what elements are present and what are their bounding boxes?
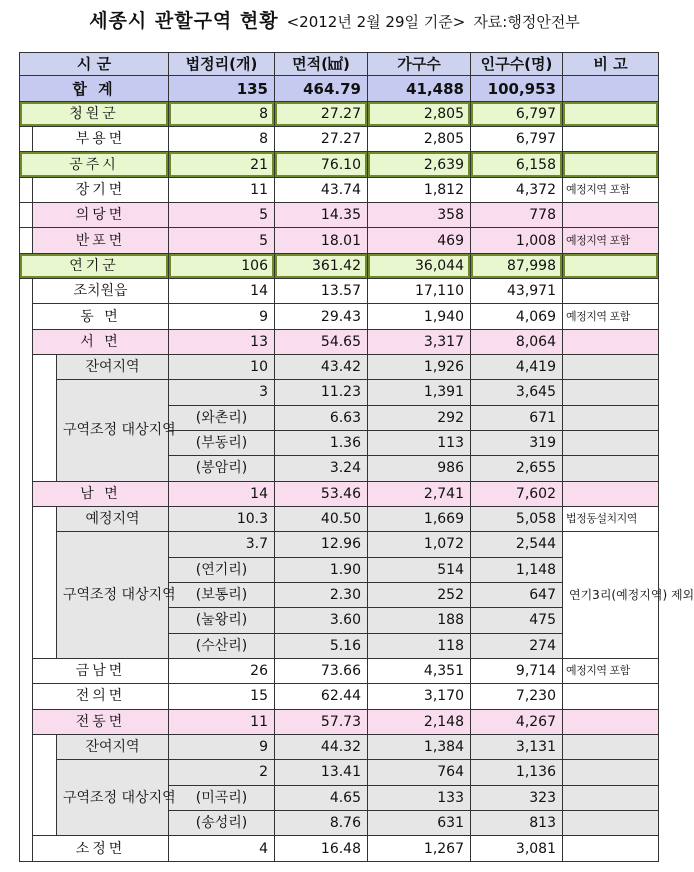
cell-remark — [563, 329, 659, 354]
table-row-county — [20, 253, 659, 278]
cell-subname: (눌왕리) — [169, 608, 275, 633]
indent-cell — [20, 228, 33, 253]
cell-area: 73.66 — [275, 658, 368, 683]
data-source: 자료:행정안전부 — [473, 13, 580, 31]
cell-area: 18.01 — [275, 228, 368, 253]
cell-households: 4,351 — [368, 658, 471, 683]
reference-date: <2012년 2월 29일 기준> — [286, 13, 466, 31]
cell-ri: 14 — [169, 279, 275, 304]
cell-households: 764 — [368, 760, 471, 785]
cell-name: 의당면 — [33, 203, 169, 228]
cell-remark — [563, 127, 659, 152]
table-row — [20, 355, 659, 380]
cell-population: 6,797 — [471, 101, 563, 126]
indent-cell — [20, 177, 33, 202]
cell-households: 3,317 — [368, 329, 471, 354]
table-row — [20, 304, 659, 329]
cell-population: 3,131 — [471, 734, 563, 759]
cell-population: 6,797 — [471, 127, 563, 152]
cell-households: 113 — [368, 430, 471, 455]
cell-area: 3.60 — [275, 608, 368, 633]
cell-population: 3,645 — [471, 380, 563, 405]
cell-area: 6.63 — [275, 405, 368, 430]
cell-population: 7,230 — [471, 684, 563, 709]
cell-remark — [563, 279, 659, 304]
table-row — [20, 709, 659, 734]
cell-ri: 9 — [169, 304, 275, 329]
cell-name: 전동면 — [33, 709, 169, 734]
cell-name: 조치원읍 — [33, 279, 169, 304]
cell-area: 29.43 — [275, 304, 368, 329]
cell-population: 1,136 — [471, 760, 563, 785]
cell-households: 358 — [368, 203, 471, 228]
cell-ri: 135 — [169, 76, 275, 101]
cell-name: 예정지역 — [57, 506, 169, 531]
cell-population: 319 — [471, 430, 563, 455]
cell-households: 3,170 — [368, 684, 471, 709]
cell-ri: 5 — [169, 228, 275, 253]
cell-ri: 8 — [169, 127, 275, 152]
header-remarks: 비 고 — [563, 53, 659, 76]
cell-remark — [563, 810, 659, 835]
cell-ri: 9 — [169, 734, 275, 759]
cell-population: 4,419 — [471, 355, 563, 380]
cell-households: 1,669 — [368, 506, 471, 531]
cell-ri: 4 — [169, 836, 275, 862]
cell-remark: 예정지역 포함 — [563, 658, 659, 683]
cell-ri: 14 — [169, 481, 275, 506]
cell-ri: 106 — [169, 253, 275, 278]
cell-population: 9,714 — [471, 658, 563, 683]
cell-subname: (송성리) — [169, 810, 275, 835]
cell-name: 합 계 — [20, 76, 169, 101]
cell-remark — [563, 76, 659, 101]
cell-remark: 법정동설치지역 — [563, 506, 659, 531]
table-row-county — [20, 101, 659, 126]
cell-ri: 10.3 — [169, 506, 275, 531]
cell-remark — [563, 456, 659, 481]
cell-subname: (부동리) — [169, 430, 275, 455]
header-ri-count: 법정리(개) — [169, 53, 275, 76]
cell-area: 2.30 — [275, 582, 368, 607]
cell-households: 2,741 — [368, 481, 471, 506]
table-row — [20, 228, 659, 253]
table-row-total — [20, 76, 659, 101]
cell-area: 14.35 — [275, 203, 368, 228]
cell-area: 40.50 — [275, 506, 368, 531]
cell-area: 76.10 — [275, 152, 368, 177]
cell-households: 118 — [368, 633, 471, 658]
cell-name: 소정면 — [33, 836, 169, 862]
cell-remark — [563, 836, 659, 862]
table-row — [20, 329, 659, 354]
cell-area: 27.27 — [275, 101, 368, 126]
cell-ri: 11 — [169, 709, 275, 734]
cell-population: 7,602 — [471, 481, 563, 506]
cell-name: 잔여지역 — [57, 355, 169, 380]
cell-subname: (미곡리) — [169, 785, 275, 810]
cell-remark — [563, 709, 659, 734]
cell-remark: 예정지역 포함 — [563, 177, 659, 202]
table-row — [20, 684, 659, 709]
cell-name-span: 구역조정 대상지역 — [57, 760, 169, 836]
cell-area: 44.32 — [275, 734, 368, 759]
table-row — [20, 532, 659, 557]
cell-remark — [563, 355, 659, 380]
cell-area: 11.23 — [275, 380, 368, 405]
cell-population: 100,953 — [471, 76, 563, 101]
cell-area: 4.65 — [275, 785, 368, 810]
cell-households: 1,384 — [368, 734, 471, 759]
cell-subname: (연기리) — [169, 557, 275, 582]
cell-name: 장기면 — [33, 177, 169, 202]
cell-name: 부용면 — [33, 127, 169, 152]
indent-cell — [20, 279, 33, 862]
cell-name: 잔여지역 — [57, 734, 169, 759]
cell-households: 133 — [368, 785, 471, 810]
cell-remark — [563, 481, 659, 506]
table-row — [20, 734, 659, 759]
cell-area: 62.44 — [275, 684, 368, 709]
table-row — [20, 836, 659, 862]
cell-name-span: 구역조정 대상지역 — [57, 532, 169, 659]
cell-area: 27.27 — [275, 127, 368, 152]
cell-ri: 11 — [169, 177, 275, 202]
cell-ri: 3 — [169, 380, 275, 405]
table-row — [20, 506, 659, 531]
cell-name: 연기군 — [20, 253, 169, 278]
cell-population: 43,971 — [471, 279, 563, 304]
cell-remark — [563, 101, 659, 126]
cell-name: 서 면 — [33, 329, 169, 354]
cell-households: 292 — [368, 405, 471, 430]
cell-area: 53.46 — [275, 481, 368, 506]
cell-area: 43.42 — [275, 355, 368, 380]
cell-population: 4,069 — [471, 304, 563, 329]
cell-households: 514 — [368, 557, 471, 582]
table-row — [20, 481, 659, 506]
cell-remark — [563, 734, 659, 759]
page-title: 세종시 관할구역 현황 — [89, 10, 279, 32]
table-row — [20, 380, 659, 405]
cell-name: 공주시 — [20, 152, 169, 177]
cell-remark — [563, 405, 659, 430]
indent-cell — [33, 355, 57, 482]
cell-area: 12.96 — [275, 532, 368, 557]
cell-remark: 예정지역 포함 — [563, 304, 659, 329]
cell-area: 464.79 — [275, 76, 368, 101]
cell-name: 전의면 — [33, 684, 169, 709]
jurisdiction-table — [19, 52, 694, 862]
cell-households: 1,267 — [368, 836, 471, 862]
cell-population: 1,148 — [471, 557, 563, 582]
cell-ri: 3.7 — [169, 532, 275, 557]
cell-population: 274 — [471, 633, 563, 658]
cell-households: 2,805 — [368, 127, 471, 152]
cell-households: 2,805 — [368, 101, 471, 126]
cell-population: 323 — [471, 785, 563, 810]
cell-name: 청원군 — [20, 101, 169, 126]
title-bar — [0, 6, 669, 38]
cell-population: 2,544 — [471, 532, 563, 557]
cell-population: 475 — [471, 608, 563, 633]
cell-remark — [563, 380, 659, 405]
cell-area: 54.65 — [275, 329, 368, 354]
cell-households: 1,926 — [368, 355, 471, 380]
cell-households: 1,940 — [368, 304, 471, 329]
cell-population: 87,998 — [471, 253, 563, 278]
cell-population: 4,267 — [471, 709, 563, 734]
indent-cell — [33, 506, 57, 658]
cell-population: 1,008 — [471, 228, 563, 253]
cell-subname: (수산리) — [169, 633, 275, 658]
cell-households: 252 — [368, 582, 471, 607]
cell-area: 13.57 — [275, 279, 368, 304]
cell-population: 5,058 — [471, 506, 563, 531]
cell-subname: (보통리) — [169, 582, 275, 607]
cell-remark — [563, 152, 659, 177]
indent-cell — [20, 203, 33, 228]
cell-area: 57.73 — [275, 709, 368, 734]
cell-households: 41,488 — [368, 76, 471, 101]
header-region: 시 군 — [20, 53, 169, 76]
cell-population: 4,372 — [471, 177, 563, 202]
cell-area: 43.74 — [275, 177, 368, 202]
cell-area: 1.36 — [275, 430, 368, 455]
cell-population: 6,158 — [471, 152, 563, 177]
indent-cell — [20, 127, 33, 152]
table-row — [20, 658, 659, 683]
table-row — [20, 279, 659, 304]
cell-name: 동 면 — [33, 304, 169, 329]
cell-remark — [563, 430, 659, 455]
cell-area: 5.16 — [275, 633, 368, 658]
table-row — [20, 203, 659, 228]
cell-households: 1,812 — [368, 177, 471, 202]
cell-ri: 8 — [169, 101, 275, 126]
cell-population: 813 — [471, 810, 563, 835]
cell-subname: (와촌리) — [169, 405, 275, 430]
header-population: 인구수(명) — [471, 53, 563, 76]
cell-households: 469 — [368, 228, 471, 253]
cell-ri: 10 — [169, 355, 275, 380]
cell-name: 반포면 — [33, 228, 169, 253]
indent-cell — [33, 734, 57, 835]
header-area: 면적(㎢) — [275, 53, 368, 76]
cell-area: 13.41 — [275, 760, 368, 785]
cell-remark — [563, 684, 659, 709]
cell-population: 671 — [471, 405, 563, 430]
cell-subname: (봉암리) — [169, 456, 275, 481]
table-row — [20, 177, 659, 202]
cell-remark — [563, 785, 659, 810]
cell-area: 8.76 — [275, 810, 368, 835]
cell-area: 1.90 — [275, 557, 368, 582]
cell-households: 36,044 — [368, 253, 471, 278]
cell-area: 361.42 — [275, 253, 368, 278]
header-row — [20, 53, 659, 76]
cell-area: 3.24 — [275, 456, 368, 481]
cell-remark: 예정지역 포함 — [563, 228, 659, 253]
cell-area: 16.48 — [275, 836, 368, 862]
cell-remark — [563, 760, 659, 785]
table-row — [20, 127, 659, 152]
cell-ri: 2 — [169, 760, 275, 785]
cell-households: 17,110 — [368, 279, 471, 304]
cell-remark — [563, 253, 659, 278]
cell-households: 2,639 — [368, 152, 471, 177]
cell-name: 남 면 — [33, 481, 169, 506]
cell-population: 2,655 — [471, 456, 563, 481]
table-row — [20, 760, 659, 785]
cell-name: 금남면 — [33, 658, 169, 683]
cell-ri: 13 — [169, 329, 275, 354]
cell-population: 778 — [471, 203, 563, 228]
cell-population: 647 — [471, 582, 563, 607]
cell-ri: 21 — [169, 152, 275, 177]
cell-ri: 5 — [169, 203, 275, 228]
cell-households: 2,148 — [368, 709, 471, 734]
table-row-county — [20, 152, 659, 177]
cell-remark — [563, 203, 659, 228]
cell-name-span: 구역조정 대상지역 — [57, 380, 169, 481]
cell-households: 986 — [368, 456, 471, 481]
cell-households: 1,391 — [368, 380, 471, 405]
cell-remark-span: 연기3리(예정지역) 제외 — [563, 532, 659, 659]
cell-households: 1,072 — [368, 532, 471, 557]
cell-population: 8,064 — [471, 329, 563, 354]
cell-households: 188 — [368, 608, 471, 633]
cell-ri: 26 — [169, 658, 275, 683]
header-households: 가구수 — [368, 53, 471, 76]
cell-households: 631 — [368, 810, 471, 835]
cell-ri: 15 — [169, 684, 275, 709]
cell-population: 3,081 — [471, 836, 563, 862]
